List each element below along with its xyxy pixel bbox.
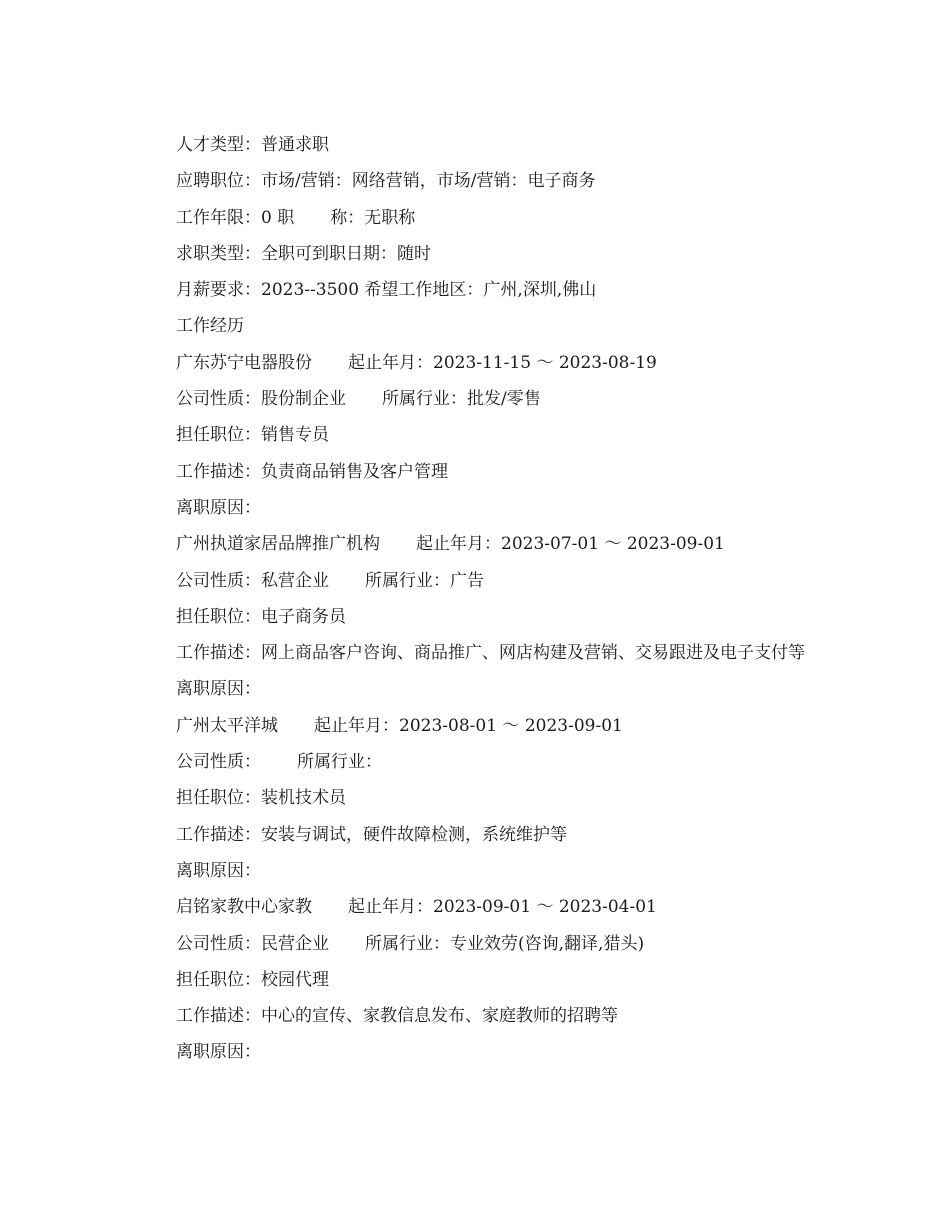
company-industry: 所属行业：批发/零售 <box>382 389 541 410</box>
company-nature: 公司性质：民营企业 <box>176 933 329 954</box>
resume-content <box>140 127 820 1071</box>
leave-reason: 离职原因： <box>176 1042 261 1063</box>
job-role: 担任职位：校园代理 <box>176 969 329 990</box>
job-description: 工作描述：中心的宣传、家教信息发布、家庭教师的招聘等 <box>176 1006 618 1027</box>
job-nature-row <box>140 744 820 780</box>
company-name: 广东苏宁电器股份 <box>176 352 312 373</box>
company-industry: 所属行业：广告 <box>365 570 484 591</box>
work-years-row <box>140 200 820 236</box>
job-role: 担任职位：电子商务员 <box>176 606 346 627</box>
job-role: 担任职位：装机技术员 <box>176 788 346 809</box>
leave-reason: 离职原因： <box>176 497 261 518</box>
salary-and-region: 月薪要求：2023--3500 希望工作地区：广州,深圳,佛山 <box>176 280 597 301</box>
job-description: 工作描述：网上商品客户咨询、商品推广、网店构建及营销、交易跟进及电子支付等 <box>176 643 805 664</box>
company-nature: 公司性质：股份制企业 <box>176 389 346 410</box>
job-nature-row <box>140 926 820 962</box>
company-nature: 公司性质： <box>176 752 261 773</box>
company-industry: 所属行业：专业效劳(咨询,翻译,猎头) <box>365 933 645 954</box>
leave-reason: 离职原因： <box>176 860 261 881</box>
company-nature: 公司性质：私营企业 <box>176 570 329 591</box>
work-years: 工作年限：0 职 <box>176 207 295 228</box>
talent-type: 人才类型：普通求职 <box>176 135 329 155</box>
job-nature-row <box>140 381 820 417</box>
job-header <box>140 526 820 562</box>
company-name: 广州太平洋城 <box>176 715 278 736</box>
company-industry: 所属行业： <box>297 752 382 773</box>
job-description: 工作描述：负责商品销售及客户管理 <box>176 461 448 482</box>
company-name: 广州执道家居品牌推广机构 <box>176 534 380 555</box>
section-title-work-history: 工作经历 <box>176 316 244 337</box>
job-period: 起止年月：2023-08-01 ～ 2023-09-01 <box>314 715 623 736</box>
applied-position: 应聘职位：市场/营销：网络营销，市场/营销：电子商务 <box>176 171 596 192</box>
job-header <box>140 708 820 744</box>
job-period: 起止年月：2023-09-01 ～ 2023-04-01 <box>348 897 657 918</box>
job-header <box>140 889 820 925</box>
job-nature-row <box>140 563 820 599</box>
job-type: 求职类型：全职可到职日期：随时 <box>176 243 431 264</box>
professional-title: 称：无职称 <box>330 207 416 228</box>
company-name: 启铭家教中心家教 <box>176 897 312 918</box>
leave-reason: 离职原因： <box>176 679 261 700</box>
job-role: 担任职位：销售专员 <box>176 425 329 446</box>
job-period: 起止年月：2023-11-15 ～ 2023-08-19 <box>348 352 657 373</box>
job-header <box>140 345 820 381</box>
job-description: 工作描述：安装与调试，硬件故障检测，系统维护等 <box>176 824 567 845</box>
job-period: 起止年月：2023-07-01 ～ 2023-09-01 <box>416 534 725 555</box>
